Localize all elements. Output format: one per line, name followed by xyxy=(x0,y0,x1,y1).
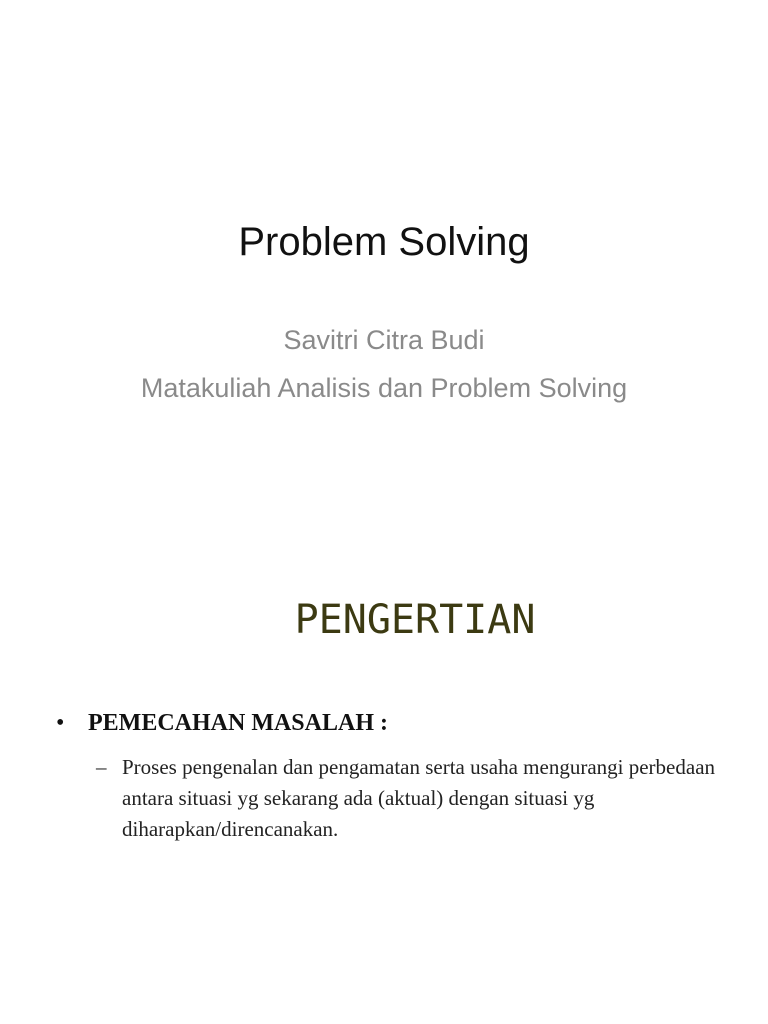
sub-bullet-item xyxy=(96,752,736,845)
slide-subtitle xyxy=(0,316,768,412)
author-name: Savitri Citra Budi xyxy=(283,325,485,355)
course-name: Matakuliah Analisis dan Problem Solving xyxy=(140,373,628,403)
content-slide xyxy=(0,512,768,1024)
bullet-marker: • xyxy=(56,710,65,736)
sub-bullet-text: Proses pengenalan dan pengamatan serta usaha mengurangi perbedaan antara situasi yg sekarang ada (aktual) dengan situasi yg diharapkan/direncanakan. xyxy=(122,755,716,841)
slide-title: Problem Solving xyxy=(238,220,530,264)
bullet-item xyxy=(56,707,746,739)
section-heading: PENGERTIAN xyxy=(294,597,536,643)
sub-bullet-marker: – xyxy=(96,755,107,779)
bullet-text: PEMECAHAN MASALAH : xyxy=(88,710,388,736)
